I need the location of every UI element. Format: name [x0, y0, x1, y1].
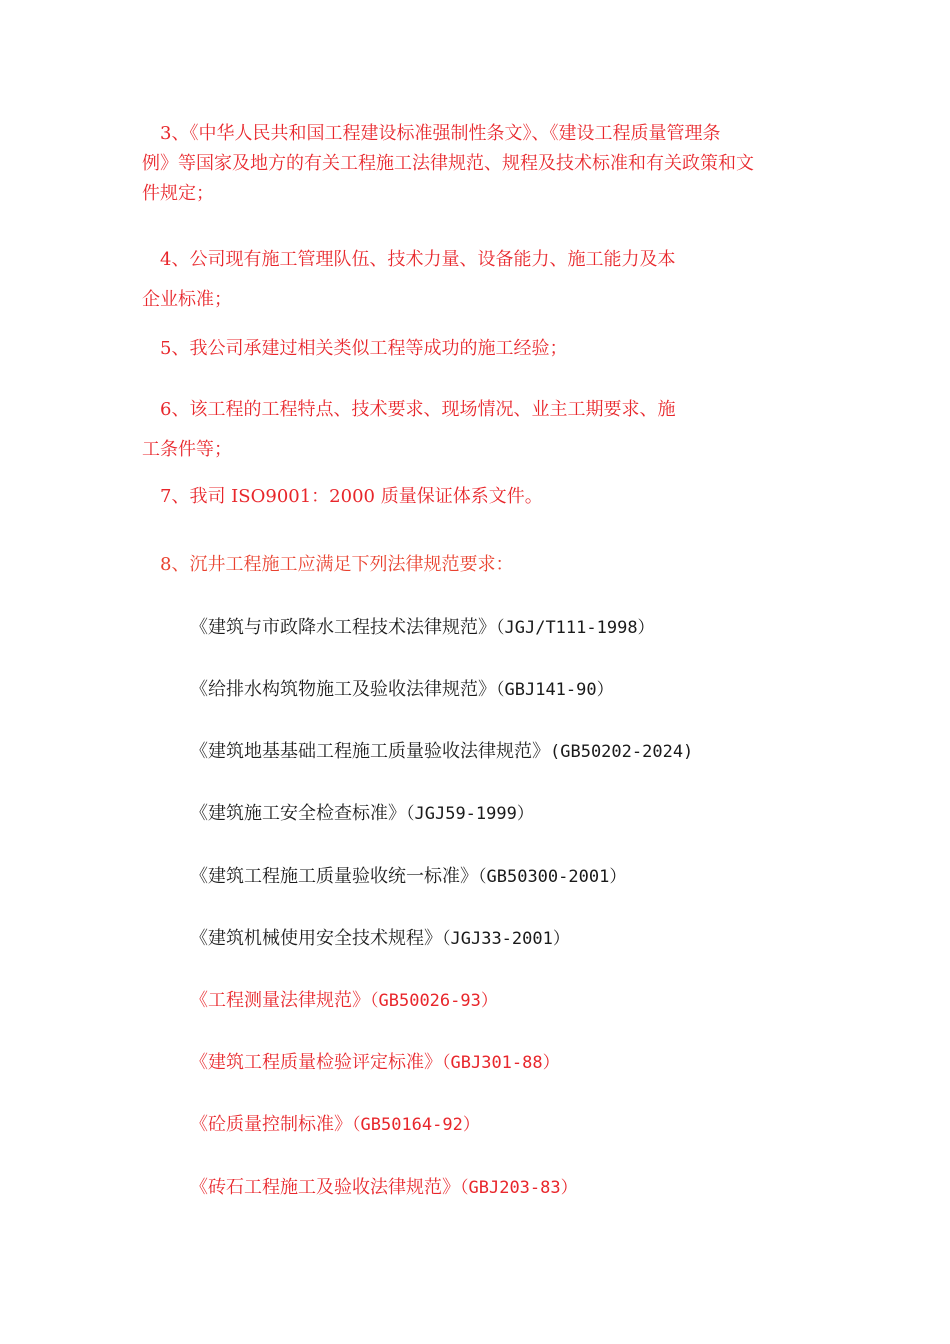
standard-code: （GB50026-93） — [370, 991, 498, 1011]
standard-code: （JGJ59-1999） — [406, 804, 534, 824]
standard-code: （GB50300-2001） — [478, 867, 627, 887]
paragraph-6-line-1: 6、该工程的工程特点、技术要求、现场情况、业主工期要求、施 — [160, 399, 676, 420]
standard-item — [190, 927, 570, 951]
paragraph-6-line-2: 工条件等； — [142, 439, 232, 460]
standard-item — [190, 802, 534, 826]
standard-title: 《砼质量控制标准》 — [190, 1114, 352, 1135]
standard-item — [190, 865, 626, 889]
paragraph-5: 5、我公司承建过相关类似工程等成功的施工经验； — [160, 338, 568, 359]
standard-code: （GB50164-92） — [352, 1115, 480, 1135]
standard-item — [190, 1176, 578, 1200]
standard-title: 《建筑工程质量检验评定标准》 — [190, 1052, 442, 1073]
standard-item — [190, 1113, 480, 1137]
standard-item — [190, 678, 614, 702]
standard-item — [190, 740, 693, 764]
standard-title: 《建筑地基基础工程施工质量验收法律规范》 — [190, 741, 550, 762]
standard-code: （JGJ33-2001） — [442, 929, 570, 949]
standard-title: 《建筑施工安全检查标准》 — [190, 803, 406, 824]
standard-title: 《给排水构筑物施工及验收法律规范》 — [190, 679, 496, 700]
standard-title: 《砖石工程施工及验收法律规范》 — [190, 1177, 460, 1198]
paragraph-4-line-1: 4、公司现有施工管理队伍、技术力量、设备能力、施工能力及本 — [160, 249, 676, 270]
standard-code: （GBJ301-88） — [442, 1053, 560, 1073]
standard-code: (GB50202-2024) — [550, 742, 694, 762]
standard-code: （JGJ/T111-1998） — [496, 618, 655, 638]
standard-item — [190, 1051, 560, 1075]
paragraph-7: 7、我司 ISO9001：2000 质量保证体系文件。 — [160, 486, 543, 507]
standard-title: 《建筑机械使用安全技术规程》 — [190, 928, 442, 949]
standard-code: （GBJ141-90） — [496, 680, 614, 700]
paragraph-8-heading: 8、沉井工程施工应满足下列法律规范要求： — [160, 554, 514, 575]
paragraph-3-line-2: 例》等国家及地方的有关工程施工法律规范、规程及技术标准和有关政策和文 — [142, 153, 754, 174]
paragraph-3-line-3: 件规定； — [142, 183, 214, 204]
standard-title: 《工程测量法律规范》 — [190, 990, 370, 1011]
standard-item — [190, 989, 498, 1013]
standard-title: 《建筑与市政降水工程技术法律规范》 — [190, 617, 496, 638]
standard-title: 《建筑工程施工质量验收统一标准》 — [190, 866, 478, 887]
standard-code: （GBJ203-83） — [460, 1178, 578, 1198]
paragraph-4-line-2: 企业标准； — [142, 289, 232, 310]
paragraph-3-line-1: 3、《中华人民共和国工程建设标准强制性条文》、《建设工程质量管理条 — [160, 123, 721, 144]
standard-item — [190, 616, 655, 640]
